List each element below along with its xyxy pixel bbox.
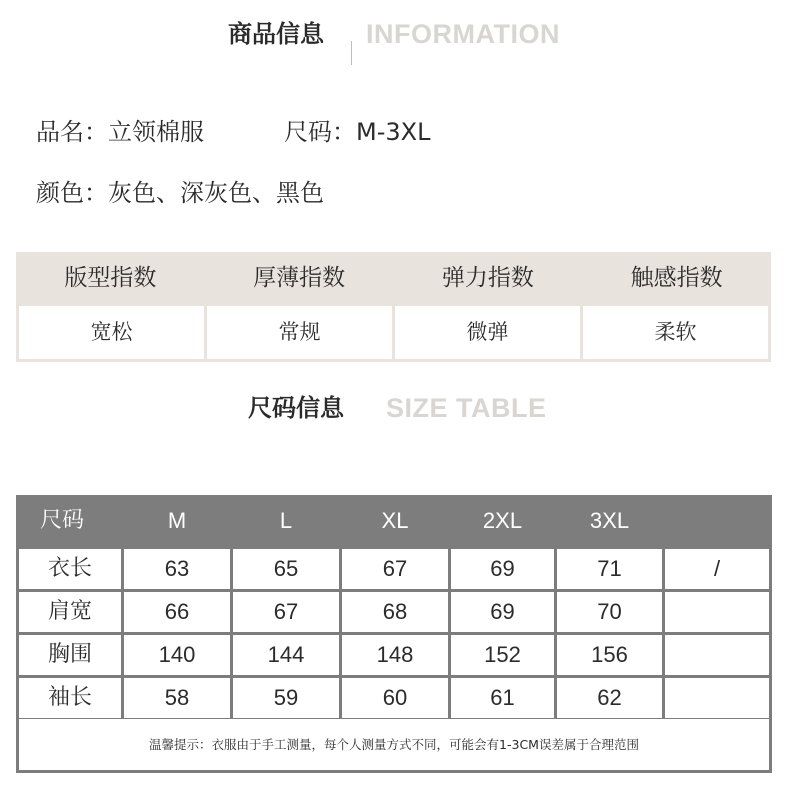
size-table-cell: 65 <box>233 549 339 589</box>
size-table-cell: 61 <box>451 678 554 718</box>
size-table-cell: 152 <box>451 635 554 675</box>
index-table <box>16 252 771 362</box>
product-info-title-cn: 商品信息 <box>228 20 324 48</box>
size-table-cell <box>665 678 769 718</box>
index-header-cell: 厚薄指数 <box>253 265 346 291</box>
size-header-cell: XL <box>381 508 409 533</box>
size-table-cell <box>665 592 769 632</box>
size-info-title-en: SIZE TABLE <box>386 393 547 423</box>
size-header-cell <box>665 495 769 546</box>
size-table <box>16 495 772 773</box>
size-table-cell: 144 <box>233 635 339 675</box>
size-note: 温馨提示：衣服由于手工测量，每个人测量方式不同，可能会有1-3CM误差属于合理范围 <box>19 719 769 770</box>
product-info-title-en: INFORMATION <box>366 19 560 49</box>
size-table-cell: 140 <box>124 635 230 675</box>
size-header-cell: 3XL <box>589 508 630 533</box>
title-separator <box>351 41 352 65</box>
index-header-cell: 弹力指数 <box>441 265 534 291</box>
size-table-cell: 156 <box>557 635 662 675</box>
index-table-value-row <box>19 306 768 359</box>
size-row-label: 胸围 <box>19 635 121 675</box>
index-value-cell: 微弹 <box>395 306 580 359</box>
size-table-cell: 69 <box>451 549 554 589</box>
index-value-cell: 常规 <box>207 306 392 359</box>
size-table-cell: 71 <box>557 549 662 589</box>
index-header-cell: 版型指数 <box>64 265 157 291</box>
size-table-cell <box>665 635 769 675</box>
size-table-cell: 63 <box>124 549 230 589</box>
size-table-cell: 62 <box>557 678 662 718</box>
index-value-cell: 柔软 <box>583 306 768 359</box>
size-header-cell: L <box>279 508 293 533</box>
size-table-cell: 60 <box>342 678 448 718</box>
size-header-label: 尺码 <box>39 508 84 533</box>
size-info-title-cn: 尺码信息 <box>248 394 344 422</box>
size-table-header-row <box>16 495 772 546</box>
index-header-cell: 触感指数 <box>630 265 723 291</box>
size-row-label: 衣长 <box>19 549 121 589</box>
index-table-header-row <box>16 252 771 305</box>
index-value-cell: 宽松 <box>19 306 204 359</box>
size-table-cell: 58 <box>124 678 230 718</box>
size-header-cell: M <box>167 508 187 533</box>
size-row-label: 肩宽 <box>19 592 121 632</box>
size-table-cell: / <box>665 549 769 589</box>
size-row-label: 袖长 <box>19 678 121 718</box>
product-color-line: 颜色：灰色、深灰色、黑色 <box>36 179 324 207</box>
size-table-cell: 69 <box>451 592 554 632</box>
product-size-line: 尺码：M-3XL <box>284 118 431 146</box>
size-table-cell: 70 <box>557 592 662 632</box>
product-name-line: 品名：立领棉服 <box>36 118 204 146</box>
size-table-cell: 67 <box>233 592 339 632</box>
size-table-cell: 148 <box>342 635 448 675</box>
size-table-cell: 68 <box>342 592 448 632</box>
size-table-cell: 59 <box>233 678 339 718</box>
size-table-cell: 67 <box>342 549 448 589</box>
size-header-cell: 2XL <box>482 508 523 533</box>
size-table-cell: 66 <box>124 592 230 632</box>
